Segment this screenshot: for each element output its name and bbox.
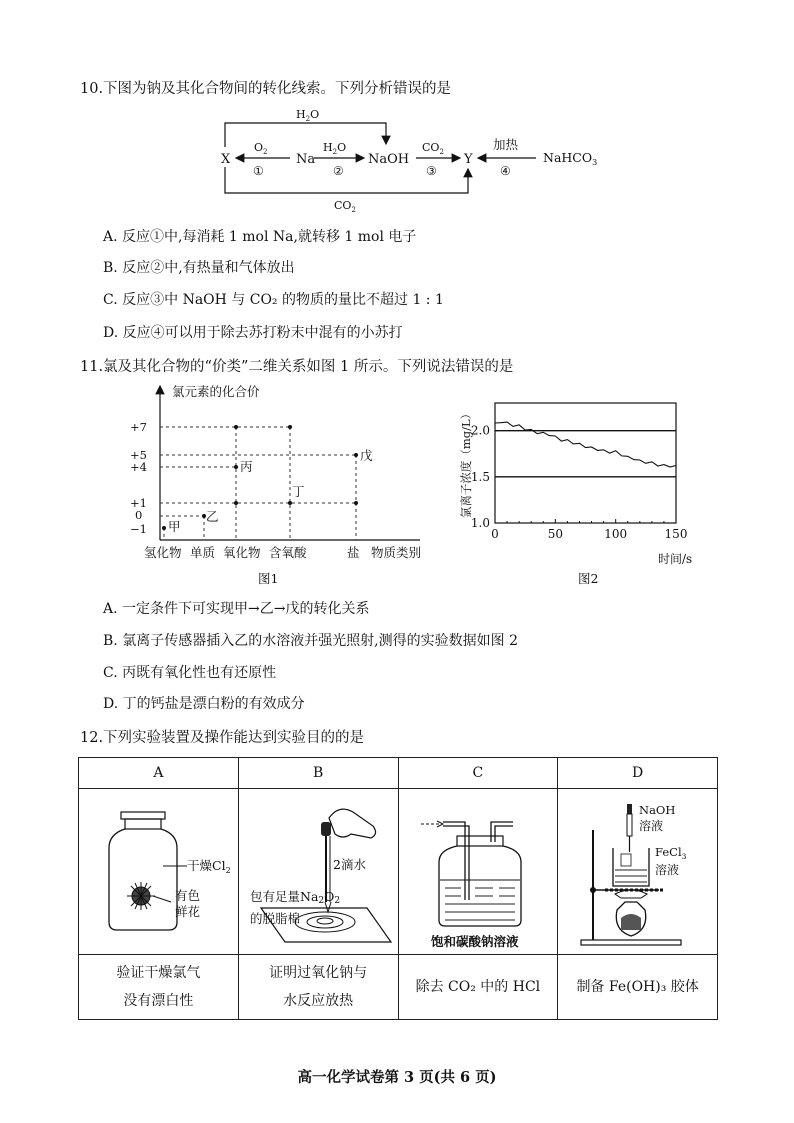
xcat: 含氧酸 <box>269 545 307 560</box>
purpose-d: 制备 Fe(OH)₃ 胶体 <box>558 955 718 1020</box>
label-dry-cl2: 干燥$Cl_2$ <box>187 857 232 875</box>
fig2-series-line <box>495 422 676 467</box>
label-wu: 戊 <box>360 448 373 463</box>
ytick: +5 <box>130 448 147 462</box>
flower-icon <box>127 882 155 910</box>
point-cl2o <box>234 501 238 505</box>
label-naoh: NaOH <box>638 802 676 817</box>
fig2-ytick-label: 1.5 <box>470 469 490 484</box>
q10-option-c: C. 反应③中 NaOH 与 CO₂ 的物质的量比不超过 1 : 1 <box>103 292 444 308</box>
header-a: A <box>79 758 239 789</box>
purpose-a-line2: 没有漂白性 <box>123 993 194 1009</box>
xcat: 盐 <box>347 545 360 560</box>
label-sat-na2co3: 饱和碳酸钠溶液 <box>430 933 519 949</box>
purpose-c: 除去 CO₂ 中的 HCl <box>398 955 558 1020</box>
q10-conversion-diagram <box>210 103 610 215</box>
point-hclo4 <box>288 425 292 429</box>
header-d: D <box>558 758 718 789</box>
label-b-wrap-line2: 的脱脂棉 <box>250 911 301 926</box>
q10-option-d: D. 反应④可以用于除去苏打粉末中混有的小苏打 <box>103 325 403 341</box>
apparatus-a <box>79 789 239 955</box>
ytick: −1 <box>130 522 147 536</box>
reagent-h2o: $H_2O$ <box>323 141 347 156</box>
apparatus-b <box>238 789 398 955</box>
point-salt1 <box>354 501 358 505</box>
fig1-guides <box>160 427 356 540</box>
xcat: 单质 <box>190 545 216 560</box>
fig2-xtick-label: 150 <box>664 527 688 541</box>
fig2-xlabel: 时间/s <box>658 552 693 566</box>
purpose-a-line1: 验证干燥氯气 <box>116 965 201 981</box>
point-ding <box>288 501 292 505</box>
q11-option-b: B. 氯离子传感器插入乙的水溶液并强光照射,测得的实验数据如图 2 <box>103 633 518 649</box>
purpose-b <box>238 955 398 1020</box>
label-ding: 丁 <box>292 484 305 499</box>
species-na: Na <box>296 152 316 167</box>
page-footer: 高一化学试卷第 3 页(共 6 页) <box>297 1069 497 1086</box>
species-naoh: NaOH <box>368 152 410 167</box>
label-fecl3-sol: 溶液 <box>654 862 679 877</box>
purpose-a <box>79 955 239 1020</box>
point-wu <box>354 453 358 457</box>
header-b: B <box>238 758 398 789</box>
dropper-icon <box>627 804 632 852</box>
point-cl2o7 <box>234 425 238 429</box>
label-2: ② <box>333 164 344 178</box>
fig2-ytick-label: 2.0 <box>470 423 490 438</box>
reagent-o2: $O_2$ <box>254 141 268 156</box>
fig2-ylabel: 氯离子浓度（mg/L） <box>459 407 473 519</box>
apparatus-c <box>398 789 558 955</box>
q11-stem: 11.氯及其化合物的“价类”二维关系如图 1 所示。下列说法错误的是 <box>80 359 514 375</box>
xcat: 氧化物 <box>223 545 261 560</box>
arrow-top-h2o <box>225 123 386 147</box>
ytick: +4 <box>130 460 147 474</box>
q11-option-d: D. 丁的钙盐是漂白粉的有效成分 <box>103 696 305 712</box>
q10-option-a: A. 反应①中,每消耗 1 mol Na,就转移 1 mol 电子 <box>103 229 417 245</box>
fig1-xlabel: 物质类别 <box>371 545 422 560</box>
apparatus-d <box>558 789 718 955</box>
fig1-valence-class-diagram <box>120 378 440 588</box>
label-4: ④ <box>500 164 511 178</box>
q11-option-a: A. 一定条件下可实现甲→乙→戊的转化关系 <box>103 601 370 617</box>
ytick: 0 <box>135 508 143 522</box>
label-fecl3: FeCl$_3$ <box>654 844 687 861</box>
header-c: C <box>398 758 558 789</box>
label-2-drops: 2滴水 <box>333 856 367 872</box>
xcat: 氢化物 <box>144 545 182 560</box>
purpose-b-line1: 证明过氧化钠与 <box>269 965 368 981</box>
species-nahco3: NaHCO$_3$ <box>543 150 598 167</box>
fig1-ylabel: 氯元素的化合价 <box>172 384 260 399</box>
q10-stem: 10.下图为钠及其化合物间的转化线索。下列分析错误的是 <box>80 81 452 97</box>
purpose-b-line2: 水反应放热 <box>283 993 354 1009</box>
ytick: +7 <box>130 420 147 434</box>
reagent-co2: $CO_2$ <box>422 141 444 156</box>
fig1-caption: 图1 <box>258 571 279 586</box>
reagent-co2-bottom: $CO_2$ <box>334 199 356 214</box>
label-b-wrap-line1: 包有足量$Na_2O_2$ <box>250 889 341 906</box>
gas-wash-bottle-apparatus <box>403 790 553 950</box>
label-bing: 丙 <box>240 459 253 474</box>
q11-option-c: C. 丙既有氧化性也有还原性 <box>103 665 277 681</box>
ytick: +1 <box>130 496 147 510</box>
label-flower-1: 有色 <box>175 887 201 903</box>
fig2-caption: 图2 <box>578 571 599 586</box>
heated-beaker-apparatus <box>563 790 713 950</box>
liquid-hatch <box>445 888 515 920</box>
q10-option-b: B. 反应②中,有热量和气体放出 <box>103 260 295 276</box>
fig2-xtick-label: 50 <box>547 527 563 541</box>
point-bing <box>234 465 238 469</box>
label-jia: 甲 <box>168 519 181 534</box>
label-3: ③ <box>426 164 437 178</box>
q12-stem: 12.下列实验装置及操作能达到实验目的的是 <box>80 730 365 746</box>
q12-experiment-table <box>78 757 718 1020</box>
point-jia <box>162 526 166 530</box>
label-1: ① <box>253 164 264 178</box>
fig2-xtick-label: 100 <box>604 527 628 541</box>
label-b-wrap <box>250 888 340 927</box>
fig2-ytick-label: 1.0 <box>470 516 490 530</box>
reagent-h2o-top: $H_2O$ <box>296 108 320 123</box>
label-naoh-sol: 溶液 <box>638 818 663 833</box>
label-yi: 乙 <box>206 509 219 524</box>
reagent-heat: 加热 <box>493 137 519 152</box>
species-x: X <box>221 152 231 167</box>
label-flower-2: 鲜花 <box>175 903 201 919</box>
fig2-line-chart <box>440 393 700 593</box>
species-y: Y <box>464 152 473 167</box>
bottle-flower-apparatus <box>83 790 233 950</box>
fig2-xtick-label: 0 <box>491 527 499 541</box>
